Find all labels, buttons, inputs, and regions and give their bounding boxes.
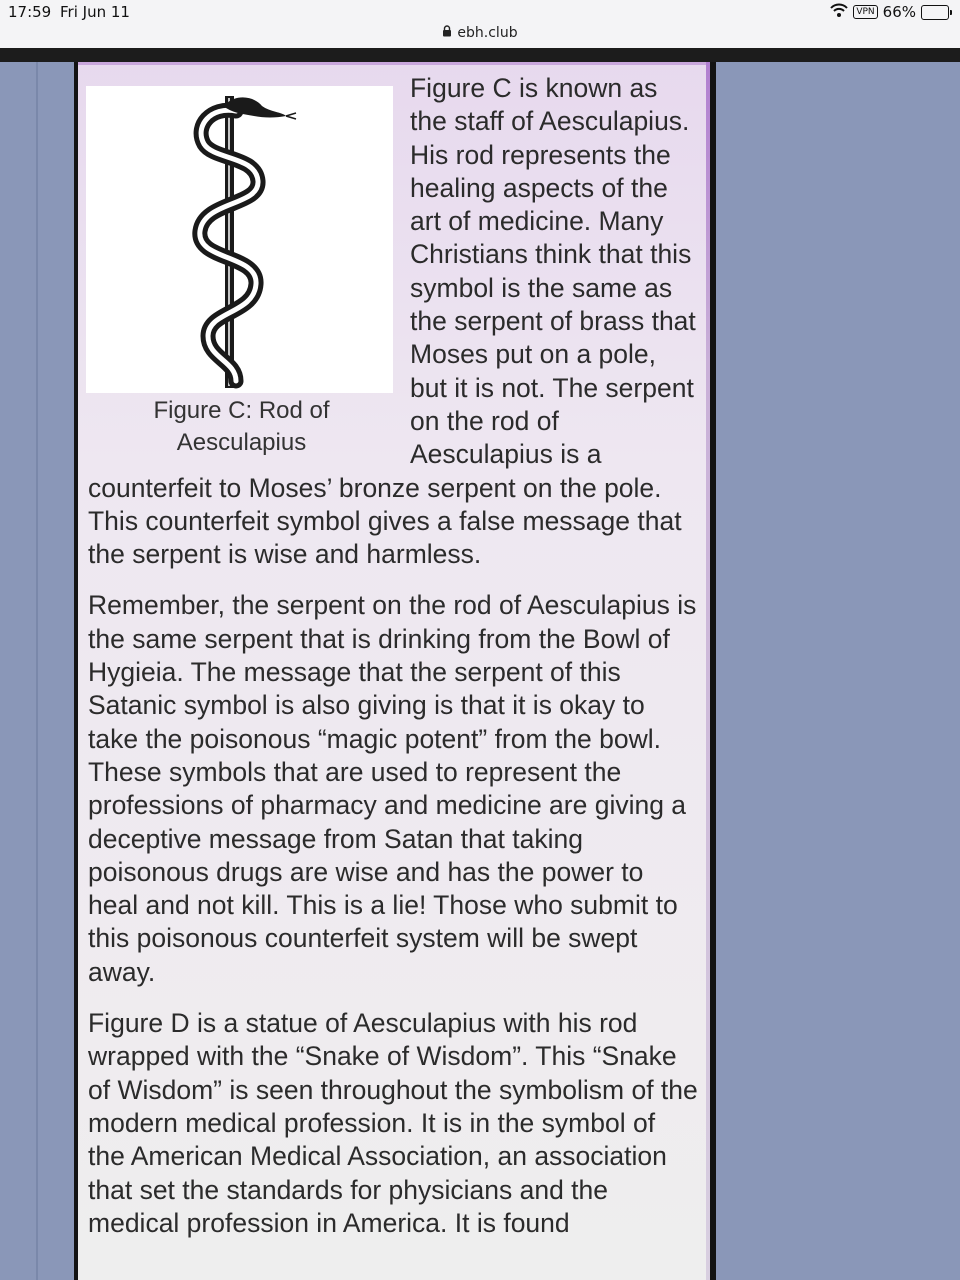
- lock-icon: [442, 25, 452, 41]
- url-text: ebh.club: [457, 25, 518, 41]
- panel-accent: [78, 62, 710, 65]
- address-bar[interactable]: [0, 22, 960, 44]
- figure-c: [88, 72, 395, 459]
- status-bar: [0, 0, 960, 48]
- rod-of-asclepius-icon: [86, 86, 393, 393]
- status-indicators: [830, 3, 952, 21]
- page-divider: [36, 62, 38, 1280]
- article-paragraph: Figure C is known as the staff of Aesculapius. His rod represents the healing aspects of the art of medicine. Many Christians think that this symbol is the same as the serpent of brass that Moses put on a pole, but it is not. The serpent on the rod of Aesculapius is a counterfeit to Moses’ bronze serpent on the pole. This counterfeit symbol gives a false message that the serpent is wise and harmless.: [88, 73, 696, 570]
- article-paragraph: Figure D is a statue of Aesculapius with his rod wrapped with the “Snake of Wisdom”. This “Snake of Wisdom” is seen throughout the symbolism of the modern medical profession. It is in the symbol of the American Medical Association, an association that set the standards for physicians and the medical profession in America. It is found: [88, 1008, 698, 1238]
- battery-icon: [921, 5, 952, 20]
- figure-image: [86, 86, 393, 393]
- status-date: Fri Jun 11: [60, 3, 130, 21]
- status-time: 17:59: [8, 3, 52, 21]
- vpn-badge: VPN: [853, 5, 877, 19]
- battery-percent: 66%: [882, 3, 916, 21]
- panel-edge: [706, 62, 710, 1280]
- article-panel: [78, 62, 710, 1280]
- browser-top-edge: [0, 48, 960, 62]
- wifi-icon: [830, 3, 848, 21]
- figure-caption: Figure C: Rod of Aesculapius: [153, 397, 330, 456]
- article-content: [88, 72, 698, 1258]
- article-paragraph: Remember, the serpent on the rod of Aesculapius is the same serpent that is drinking from the Bowl of Hygieia. The message that the serpent of this Satanic symbol is also giving is that it is okay to take the poisonous “magic potent” from the bowl. These symbols that are used to represent the professions of pharmacy and medicine are giving a deceptive message from Satan that taking poisonous drugs are wise and has the power to heal and not kill. This is a lie! Those who submit to this poisonous counterfeit system will be swept away.: [88, 590, 697, 987]
